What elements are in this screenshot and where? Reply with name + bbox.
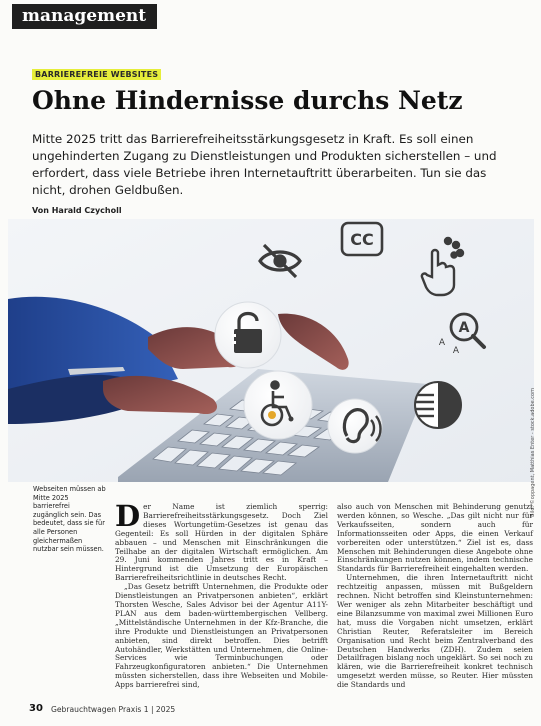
kicker-label: BARRIEREFREIE WEBSITES bbox=[32, 69, 161, 80]
hero-photo bbox=[8, 219, 534, 482]
cc-text: CC bbox=[350, 230, 374, 249]
drop-cap: D bbox=[115, 499, 141, 533]
page-number: 30 bbox=[29, 703, 43, 714]
column-2-paragraph-2: Unternehmen, die ihren Internetauftritt nicht rechtzeitig anpassen, müssen mit Bußgeldern rechnen. Nicht betroffen sind Kleinstunternehmen: Wer weniger als zehn Mitarbeiter beschäftigt und eine Bilanzsumme von maximal zwei Millionen Euro hat, muss die Vorgaben nicht umsetzen, erklärt Christian Reuter, Referatsleiter im Bereich Organisation und Recht beim Zentralverband des Deutschen Handwerks (ZDH). Zudem seien Detailfragen bislang noch ungeklärt. So sei noch zu klären, wie die Barrierefreiheit konkret technisch umgesetzt werden müsse, so Reuter. Hier müssten die Standards und bbox=[337, 573, 533, 690]
column-1-paragraph-1 bbox=[115, 499, 328, 583]
photo-credit: Bild: ©oppagent, Matthias Enter - stock.adobe.com bbox=[530, 388, 536, 517]
byline: Von Harald Czycholl bbox=[32, 206, 122, 215]
column-1-paragraph-2: „Das Gesetz betrifft Unternehmen, die Produkte oder Dienstleistungen an Privatpersonen anbieten“, erklärt Thorsten Wesche, Sales Advisor bei der Agentur A11Y-PLAN aus dem baden-württembergischen Vellberg. „Mittelständische Unternehmen in der Kfz-Branche, die ihre Produkte und Dienstleistungen an Privatpersonen anbieten, sind direkt betroffen. Dies betrifft Autohändler, Werkstätten und Unternehmen, die Online-Services wie Terminbuchungen oder Fahrzeugkonfiguratoren anbieten.“ Die Unternehmen müssten sicherstellen, dass ihre Webseiten und Mobile-Apps barrierefrei sind, bbox=[115, 582, 328, 690]
wheelchair-icon bbox=[244, 371, 312, 439]
hearing-icon bbox=[328, 399, 382, 453]
zoom-letter-small: A bbox=[438, 338, 446, 348]
hero-illustration bbox=[8, 219, 534, 482]
column-2-paragraph-1: also auch von Menschen mit Behinderung genutzt werden können, so Wesche. „Das gilt nicht nur für Verkaufsseiten, sondern auch für Informationsseiten oder Apps, die einen Verkauf vorbereiten oder unterstützen.“ Ziel ist es, dass Menschen mit Behinderungen diese Angebote ohne Einschränkungen nutzen können, indem technische Standards für Barrierefreiheit eingehalten werden. bbox=[337, 502, 533, 574]
zoom-letter-large: A bbox=[458, 320, 470, 336]
article-column-2 bbox=[337, 503, 533, 690]
article-column-1 bbox=[115, 499, 328, 690]
contrast-icon bbox=[415, 382, 461, 428]
column-1-paragraph-1-text: er Name ist ziemlich sperrig: Barrierefreiheitsstärkungsgesetz. Doch Ziel dieses Wortungetüm-Gesetzes ist genau das Gegenteil: Es soll Hürden in der digitalen Sphäre abbauen – und Menschen mit Einschränkungen die Teilhabe an der digitalen Wirtschaft ermöglichen. Am 29. Juni kommenden Jahres tritt es in Kraft – Hintergrund ist die Umsetzung der Europäischen Barrierefreiheitsrichtlinie in deutsches Recht. bbox=[115, 502, 328, 583]
publication-name: Gebrauchtwagen Praxis 1 | 2025 bbox=[51, 705, 176, 714]
zoom-letter-small-2: A bbox=[452, 346, 460, 356]
lock-icon bbox=[215, 302, 281, 368]
photo-caption: Webseiten müssen ab Mitte 2025 barrierefrei zugänglich sein. Das bedeutet, dass sie für alle Personen gleichermaßen nutzbar sein müssen. bbox=[33, 485, 106, 554]
section-label: management bbox=[12, 4, 157, 29]
lead-paragraph: Mitte 2025 tritt das Barrierefreiheitsstärkungsgesetz in Kraft. Es soll einen ungehinderten Zugang zu Dienstleistungen und Produkten sicherstellen – und erfordert, dass viele Betriebe ihren Internetauftritt überarbeiten. Tun sie das nicht, drohen Geldbußen. bbox=[32, 132, 497, 197]
headline: Ohne Hindernisse durchs Netz bbox=[32, 86, 463, 115]
